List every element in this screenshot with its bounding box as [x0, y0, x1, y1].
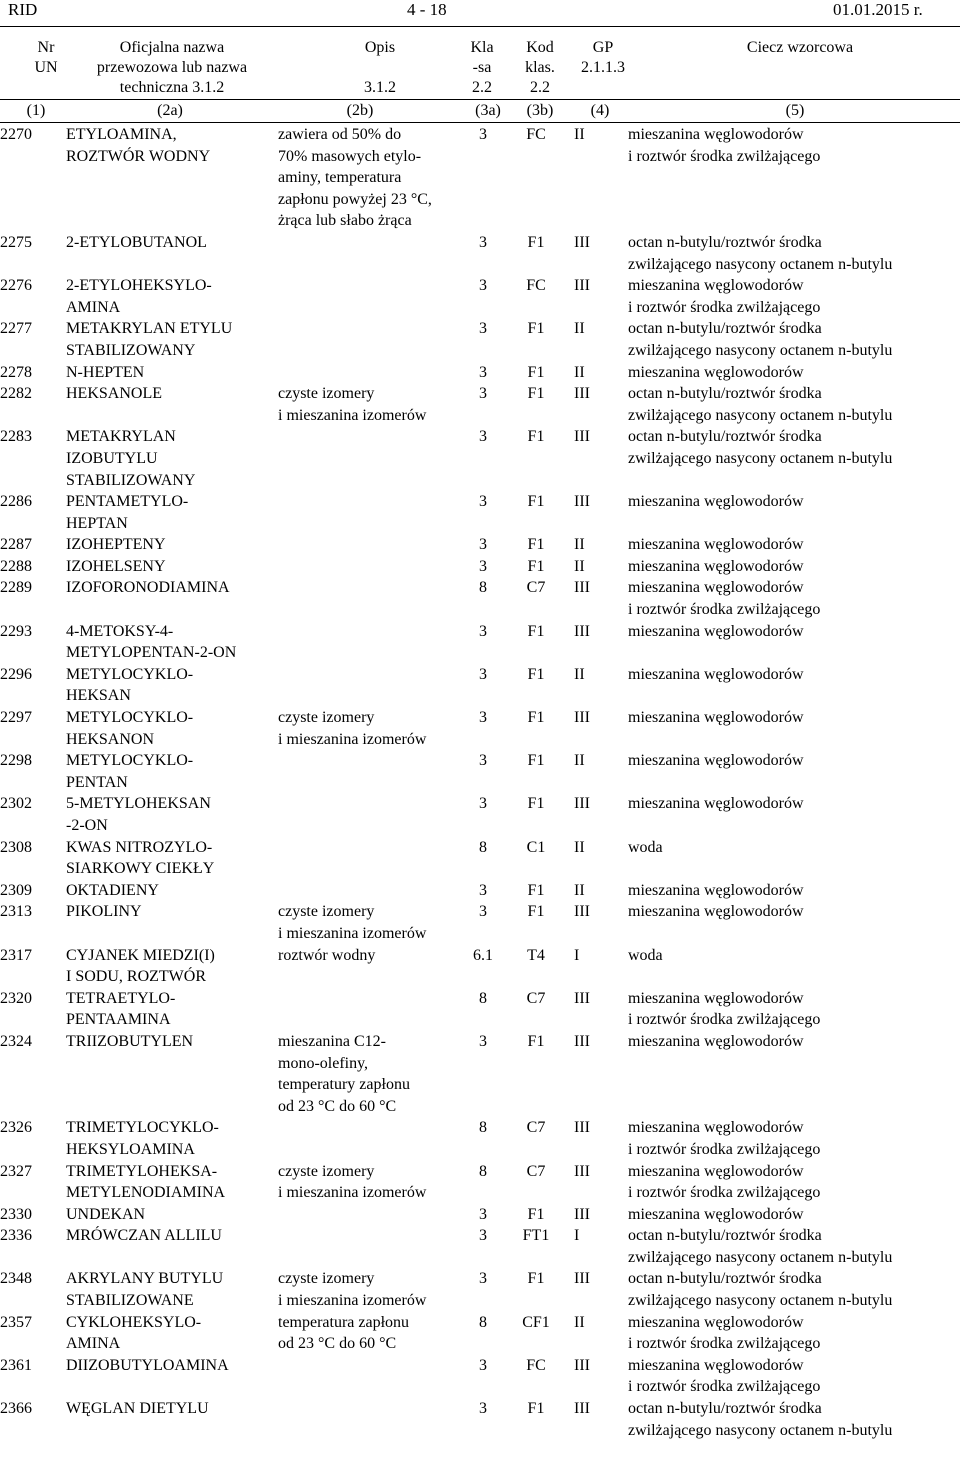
- header-center: 4 - 18: [407, 0, 447, 19]
- classification-code-cell: FT1: [522, 1227, 550, 1245]
- classification-code-cell: F1: [527, 233, 545, 251]
- un-cell: 2317: [0, 946, 32, 964]
- class-cell: 3: [479, 428, 487, 446]
- classification-code-cell: F1: [527, 428, 545, 446]
- class-cell: 3: [479, 903, 487, 921]
- un-cell: 2309: [0, 881, 32, 899]
- classification-code-cell: F1: [527, 752, 545, 770]
- name-cell: OKTADIENY: [66, 881, 159, 899]
- description-cell: [278, 318, 468, 361]
- packing-group-cell: I: [574, 946, 580, 964]
- name-cell: 2-ETYLOBUTANOL: [66, 233, 207, 251]
- packing-group-cell: III: [574, 1400, 590, 1418]
- description-cell: [278, 362, 468, 384]
- packing-group-cell: II: [574, 838, 585, 856]
- un-cell: 2327: [0, 1162, 32, 1180]
- class-cell: 3: [479, 709, 487, 727]
- description-cell: [278, 1355, 468, 1398]
- packing-group-cell: II: [574, 665, 585, 683]
- class-cell: 8: [479, 838, 487, 856]
- packing-group-cell: III: [574, 1032, 590, 1050]
- classification-code-cell: FC: [526, 277, 546, 295]
- class-cell: 8: [479, 579, 487, 597]
- un-cell: 2296: [0, 665, 32, 683]
- name-cell: PENTAMETYLO- HEPTAN: [66, 493, 189, 532]
- col-num-2b: (2b): [346, 102, 374, 119]
- un-cell: 2289: [0, 579, 32, 597]
- un-cell: 2361: [0, 1356, 32, 1374]
- class-cell: 3: [479, 1400, 487, 1418]
- description-cell: czyste izomery i mieszanina izomerów: [278, 709, 427, 748]
- un-cell: 2326: [0, 1119, 32, 1137]
- name-cell: TRIMETYLOHEKSA- METYLENODIAMINA: [66, 1162, 226, 1202]
- standard-liquid-cell: octan n-butylu/roztwór środka zwilżającego nasycony octanem n-butylu: [628, 1400, 893, 1439]
- col-num-2a: (2a): [157, 102, 183, 119]
- classification-code-cell: F1: [527, 795, 545, 813]
- standard-liquid-cell: woda: [628, 946, 663, 964]
- packing-group-cell: III: [574, 709, 590, 727]
- description-cell: [278, 491, 468, 534]
- classification-code-cell: F1: [527, 493, 545, 511]
- classification-code-cell: C7: [526, 579, 546, 597]
- col-head-ciecz: Ciecz wzorcowa: [746, 39, 854, 56]
- table-row: [0, 1398, 960, 1441]
- name-cell: TETRAETYLO- PENTAAMINA: [66, 989, 176, 1029]
- un-cell: 2297: [0, 709, 32, 727]
- substances-table: [0, 124, 960, 1441]
- standard-liquid-cell: mieszanina węglowodorów i roztwór środka zwilżającego: [628, 126, 821, 165]
- page-header: [0, 0, 960, 22]
- standard-liquid-cell: mieszanina węglowodorów: [628, 903, 804, 921]
- class-cell: 3: [479, 1227, 487, 1245]
- standard-liquid-cell: mieszanina węglowodorów i roztwór środka zwilżającego: [628, 1119, 821, 1158]
- header-left: RID: [8, 0, 38, 19]
- packing-group-cell: III: [574, 428, 590, 446]
- table-body: [0, 124, 960, 1441]
- un-cell: 2286: [0, 493, 32, 511]
- classification-code-cell: C7: [526, 1162, 546, 1180]
- name-cell: IZOHEPTENY: [66, 536, 166, 554]
- classification-code-cell: F1: [527, 881, 545, 899]
- description-cell: [278, 793, 468, 836]
- packing-group-cell: III: [574, 622, 590, 640]
- standard-liquid-cell: mieszanina węglowodorów: [628, 1205, 804, 1223]
- table-row: [0, 664, 960, 707]
- table-row: [0, 362, 960, 384]
- numbers-rule: [0, 122, 960, 123]
- packing-group-cell: II: [574, 126, 585, 143]
- classification-code-cell: F1: [527, 363, 545, 381]
- name-cell: AKRYLANY BUTYLU STABILIZOWANE: [66, 1270, 224, 1310]
- description-cell: [278, 534, 468, 556]
- class-cell: 3: [479, 536, 487, 554]
- classification-code-cell: F1: [527, 622, 545, 640]
- name-cell: IZOHELSENY: [66, 557, 166, 575]
- standard-liquid-cell: mieszanina węglowodorów: [628, 665, 804, 683]
- name-cell: 5-METYLOHEKSAN -2-ON: [66, 795, 211, 834]
- classification-code-cell: F1: [527, 320, 545, 338]
- standard-liquid-cell: mieszanina węglowodorów: [628, 363, 804, 381]
- table-row: [0, 383, 960, 426]
- description-cell: czyste izomery i mieszanina izomerów: [278, 1270, 427, 1310]
- table-row: [0, 1161, 960, 1204]
- packing-group-cell: III: [574, 989, 590, 1007]
- header-rule: [0, 99, 960, 100]
- class-cell: 3: [479, 795, 487, 813]
- un-cell: 2283: [0, 428, 32, 446]
- class-cell: 3: [479, 320, 487, 338]
- description-cell: czyste izomery i mieszanina izomerów: [278, 1162, 427, 1202]
- description-cell: [278, 1225, 468, 1268]
- classification-code-cell: F1: [527, 557, 545, 575]
- classification-code-cell: F1: [527, 1032, 545, 1050]
- standard-liquid-cell: mieszanina węglowodorów i roztwór środka zwilżającego: [628, 277, 821, 316]
- col-num-5: (5): [785, 102, 805, 119]
- name-cell: HEKSANOLE: [66, 385, 162, 403]
- un-cell: 2277: [0, 320, 32, 338]
- packing-group-cell: III: [574, 493, 590, 511]
- table-row: [0, 1117, 960, 1160]
- classification-code-cell: F1: [527, 1205, 545, 1223]
- packing-group-cell: III: [574, 1270, 590, 1288]
- name-cell: 2-ETYLOHEKSYLO- AMINA: [66, 277, 212, 316]
- name-cell: IZOFORONODIAMINA: [66, 579, 230, 597]
- packing-group-cell: III: [574, 795, 590, 813]
- description-cell: zawiera od 50% do 70% masowych etylo- aminy, temperatura zapłonu powyżej 23 °C, żrąca lub słabo żrąca: [278, 126, 432, 230]
- standard-liquid-cell: mieszanina węglowodorów: [628, 1032, 804, 1050]
- description-cell: [278, 556, 468, 578]
- un-cell: 2270: [0, 126, 32, 143]
- name-cell: UNDEKAN: [66, 1205, 146, 1223]
- name-cell: N-HEPTEN: [66, 363, 145, 381]
- table-row: [0, 1225, 960, 1268]
- un-cell: 2298: [0, 752, 32, 770]
- col-num-4: (4): [590, 102, 610, 119]
- description-cell: [278, 837, 468, 880]
- un-cell: 2357: [0, 1313, 32, 1331]
- description-cell: [278, 1204, 468, 1226]
- standard-liquid-cell: mieszanina węglowodorów: [628, 536, 804, 554]
- standard-liquid-cell: mieszanina węglowodorów: [628, 622, 804, 640]
- un-cell: 2287: [0, 536, 32, 554]
- description-cell: czyste izomery i mieszanina izomerów: [278, 385, 427, 424]
- name-cell: METYLOCYKLO- HEKSAN: [66, 665, 194, 705]
- classification-code-cell: F1: [527, 536, 545, 554]
- description-cell: [278, 275, 468, 318]
- standard-liquid-cell: mieszanina węglowodorów: [628, 752, 804, 770]
- standard-liquid-cell: mieszanina węglowodorów i roztwór środka zwilżającego: [628, 1313, 821, 1353]
- table-row: [0, 1204, 960, 1226]
- classification-code-cell: FC: [526, 1356, 546, 1374]
- class-cell: 8: [479, 1119, 487, 1137]
- name-cell: PIKOLINY: [66, 903, 142, 921]
- packing-group-cell: II: [574, 752, 585, 770]
- classification-code-cell: CF1: [522, 1313, 550, 1331]
- standard-liquid-cell: mieszanina węglowodorów: [628, 881, 804, 899]
- class-cell: 3: [479, 557, 487, 575]
- standard-liquid-cell: octan n-butylu/roztwór środka zwilżającego nasycony octanem n-butylu: [628, 1270, 893, 1310]
- table-row: [0, 945, 960, 988]
- description-cell: [278, 232, 468, 275]
- classification-code-cell: C7: [526, 1119, 546, 1137]
- table-row: [0, 318, 960, 361]
- table-row: [0, 901, 960, 944]
- packing-group-cell: II: [574, 881, 585, 899]
- table-row: [0, 707, 960, 750]
- description-cell: [278, 750, 468, 793]
- class-cell: 3: [479, 385, 487, 403]
- un-cell: 2278: [0, 363, 32, 381]
- standard-liquid-cell: mieszanina węglowodorów i roztwór środka zwilżającego: [628, 1162, 821, 1202]
- un-cell: 2302: [0, 795, 32, 813]
- class-cell: 3: [479, 665, 487, 683]
- table-row: [0, 232, 960, 275]
- class-cell: 3: [479, 493, 487, 511]
- table-row: [0, 1031, 960, 1117]
- un-cell: 2275: [0, 233, 32, 251]
- packing-group-cell: I: [574, 1227, 580, 1245]
- standard-liquid-cell: octan n-butylu/roztwór środka zwilżającego nasycony octanem n-butylu: [628, 1227, 893, 1266]
- class-cell: 3: [479, 622, 487, 640]
- packing-group-cell: II: [574, 557, 585, 575]
- un-cell: 2336: [0, 1227, 32, 1245]
- description-cell: temperatura zapłonu od 23 °C do 60 °C: [278, 1313, 410, 1353]
- packing-group-cell: III: [574, 385, 590, 403]
- name-cell: METYLOCYKLO- PENTAN: [66, 752, 194, 791]
- standard-liquid-cell: mieszanina węglowodorów i roztwór środka zwilżającego: [628, 989, 821, 1029]
- classification-code-cell: F1: [527, 385, 545, 403]
- classification-code-cell: T4: [527, 946, 545, 964]
- un-cell: 2308: [0, 838, 32, 856]
- table-row: [0, 880, 960, 902]
- un-cell: 2293: [0, 622, 32, 640]
- col-head-kod: Kod klas. 2.2: [525, 39, 555, 96]
- un-cell: 2366: [0, 1400, 32, 1418]
- classification-code-cell: C1: [526, 838, 546, 856]
- packing-group-cell: III: [574, 277, 590, 295]
- packing-group-cell: III: [574, 1356, 590, 1374]
- class-cell: 8: [479, 1162, 487, 1180]
- name-cell: METAKRYLAN ETYLU STABILIZOWANY: [66, 320, 233, 359]
- standard-liquid-cell: mieszanina węglowodorów: [628, 493, 804, 511]
- un-cell: 2313: [0, 903, 32, 921]
- table-row: [0, 750, 960, 793]
- col-head-kla: Kla -sa 2.2: [470, 39, 494, 96]
- table-row: [0, 1355, 960, 1398]
- standard-liquid-cell: octan n-butylu/roztwór środka zwilżającego nasycony octanem n-butylu: [628, 385, 893, 424]
- col-head-gp: GP 2.1.1.3: [581, 39, 625, 76]
- standard-liquid-cell: mieszanina węglowodorów i roztwór środka zwilżającego: [628, 579, 821, 619]
- classification-code-cell: C7: [526, 989, 546, 1007]
- packing-group-cell: II: [574, 320, 585, 338]
- class-cell: 3: [479, 233, 487, 251]
- standard-liquid-cell: mieszanina węglowodorów: [628, 557, 804, 575]
- name-cell: DIIZOBUTYLOAMINA: [66, 1356, 229, 1374]
- classification-code-cell: F1: [527, 1270, 545, 1288]
- description-cell: czyste izomery i mieszanina izomerów: [278, 903, 427, 942]
- class-cell: 3: [479, 1270, 487, 1288]
- un-cell: 2288: [0, 557, 32, 575]
- class-cell: 3: [479, 363, 487, 381]
- classification-code-cell: F1: [527, 903, 545, 921]
- standard-liquid-cell: woda: [628, 838, 663, 856]
- col-head-name: Oficjalna nazwa przewozowa lub nazwa techniczna 3.1.2: [96, 39, 248, 96]
- standard-liquid-cell: mieszanina węglowodorów: [628, 709, 804, 727]
- name-cell: CYKLOHEKSYLO- AMINA: [66, 1313, 202, 1353]
- un-cell: 2276: [0, 277, 32, 295]
- table-row: [0, 124, 960, 232]
- class-cell: 3: [479, 1356, 487, 1374]
- class-cell: 8: [479, 989, 487, 1007]
- description-cell: [278, 988, 468, 1031]
- packing-group-cell: II: [574, 536, 585, 554]
- class-cell: 3: [479, 881, 487, 899]
- col-num-3b: (3b): [526, 102, 554, 119]
- name-cell: CYJANEK MIEDZI(I) I SODU, ROZTWÓR: [66, 946, 215, 986]
- name-cell: 4-METOKSY-4- METYLOPENTAN-2-ON: [66, 622, 237, 662]
- description-cell: [278, 426, 468, 491]
- col-head-opis: Opis 3.1.2: [364, 39, 396, 96]
- table-row: [0, 426, 960, 491]
- classification-code-cell: F1: [527, 665, 545, 683]
- description-cell: [278, 664, 468, 707]
- description-cell: mieszanina C12- mono-olefiny, temperatury zapłonu od 23 °C do 60 °C: [278, 1032, 410, 1115]
- class-cell: 3: [479, 1205, 487, 1223]
- class-cell: 3: [479, 1032, 487, 1050]
- table-row: [0, 491, 960, 534]
- classification-code-cell: FC: [526, 126, 546, 143]
- name-cell: WĘGLAN DIETYLU: [66, 1400, 209, 1418]
- table-row: [0, 1312, 960, 1355]
- table-row: [0, 621, 960, 664]
- table-row: [0, 837, 960, 880]
- table-row: [0, 275, 960, 318]
- packing-group-cell: III: [574, 1162, 590, 1180]
- un-cell: 2282: [0, 385, 32, 403]
- name-cell: MRÓWCZAN ALLILU: [66, 1227, 222, 1245]
- description-cell: [278, 1398, 468, 1441]
- packing-group-cell: III: [574, 1119, 590, 1137]
- table-row: [0, 534, 960, 556]
- packing-group-cell: III: [574, 579, 590, 597]
- class-cell: 8: [479, 1313, 487, 1331]
- packing-group-cell: III: [574, 903, 590, 921]
- classification-code-cell: F1: [527, 709, 545, 727]
- description-cell: [278, 577, 468, 620]
- class-cell: 3: [479, 277, 487, 295]
- col-num-3a: (3a): [475, 102, 501, 119]
- class-cell: 6.1: [473, 946, 493, 964]
- class-cell: 3: [479, 752, 487, 770]
- packing-group-cell: III: [574, 1205, 590, 1223]
- table-row: [0, 988, 960, 1031]
- description-cell: [278, 621, 468, 664]
- name-cell: ETYLOAMINA, ROZTWÓR WODNY: [66, 126, 211, 165]
- name-cell: KWAS NITROZYLO- SIARKOWY CIEKŁY: [66, 838, 215, 878]
- top-rule: [0, 26, 960, 27]
- standard-liquid-cell: octan n-butylu/roztwór środka zwilżającego nasycony octanem n-butylu: [628, 320, 893, 359]
- col-head-un: Nr UN: [34, 39, 58, 76]
- standard-liquid-cell: mieszanina węglowodorów i roztwór środka zwilżającego: [628, 1356, 821, 1396]
- name-cell: METAKRYLAN IZOBUTYLU STABILIZOWANY: [66, 428, 196, 489]
- table-row: [0, 793, 960, 836]
- un-cell: 2324: [0, 1032, 32, 1050]
- standard-liquid-cell: octan n-butylu/roztwór środka zwilżającego nasycony octanem n-butylu: [628, 428, 893, 467]
- un-cell: 2348: [0, 1270, 32, 1288]
- table-row: [0, 1268, 960, 1311]
- col-num-1: (1): [26, 102, 46, 119]
- table-row: [0, 556, 960, 578]
- standard-liquid-cell: octan n-butylu/roztwór środka zwilżającego nasycony octanem n-butylu: [628, 233, 893, 273]
- classification-code-cell: F1: [527, 1400, 545, 1418]
- header-right: 01.01.2015 r.: [833, 0, 923, 19]
- standard-liquid-cell: mieszanina węglowodorów: [628, 795, 804, 813]
- description-cell: [278, 1117, 468, 1160]
- name-cell: TRIMETYLOCYKLO- HEKSYLOAMINA: [66, 1119, 219, 1158]
- un-cell: 2330: [0, 1205, 32, 1223]
- un-cell: 2320: [0, 989, 32, 1007]
- packing-group-cell: II: [574, 363, 585, 381]
- description-cell: [278, 880, 468, 902]
- packing-group-cell: III: [574, 233, 590, 251]
- name-cell: TRIIZOBUTYLEN: [66, 1032, 194, 1050]
- description-cell: roztwór wodny: [278, 946, 376, 964]
- name-cell: METYLOCYKLO- HEKSANON: [66, 709, 194, 748]
- packing-group-cell: II: [574, 1313, 585, 1331]
- class-cell: 3: [479, 126, 487, 143]
- table-row: [0, 577, 960, 620]
